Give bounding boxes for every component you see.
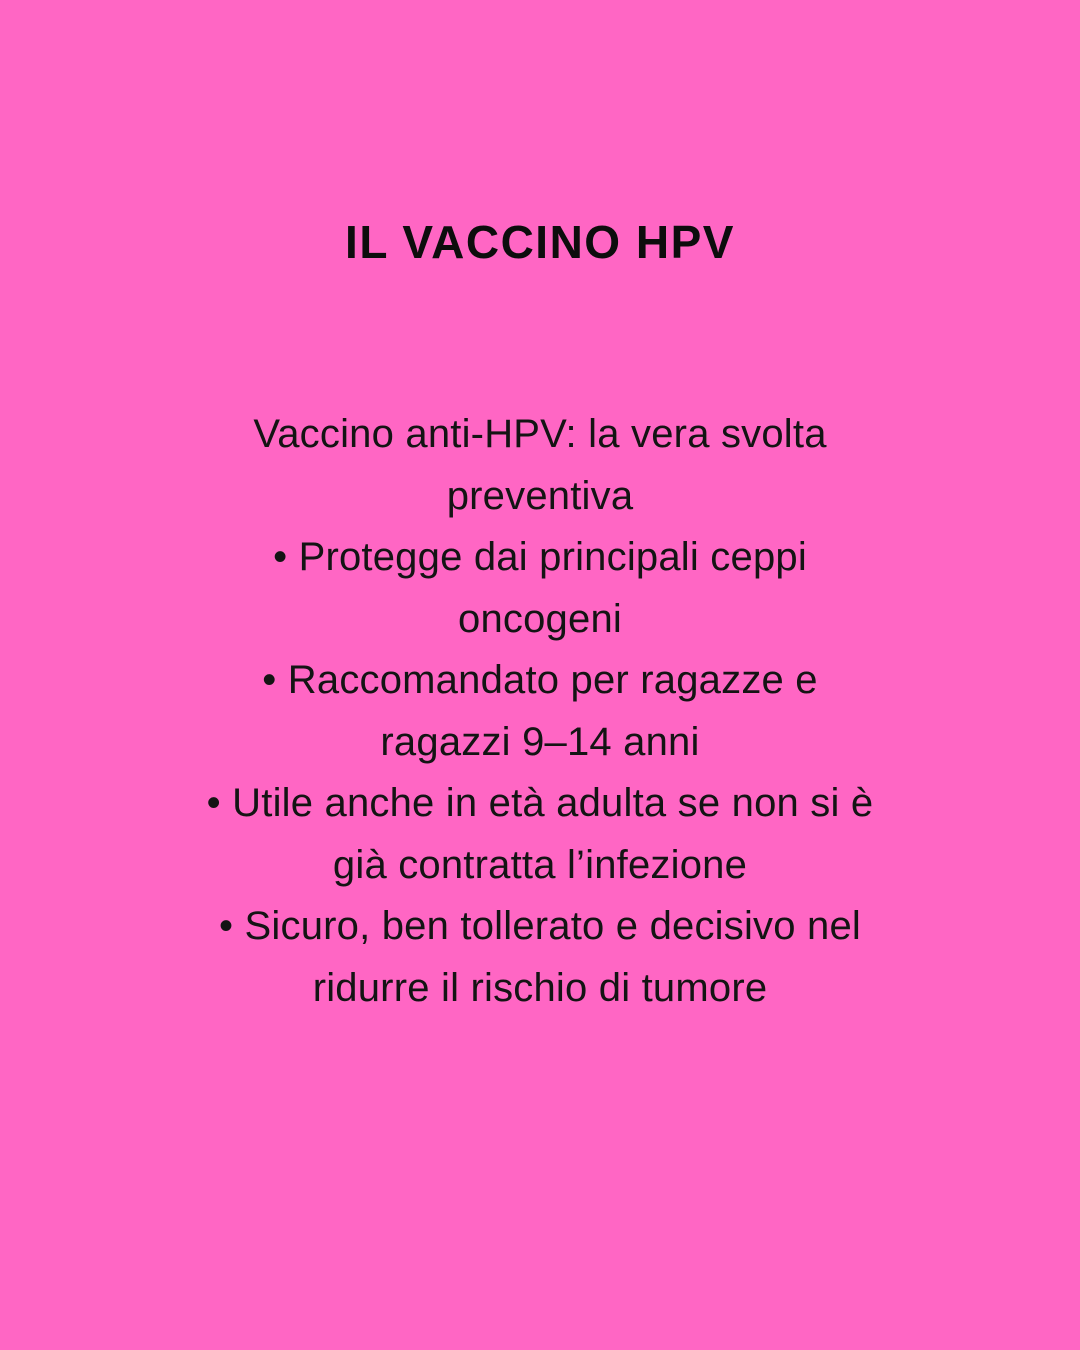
bullet-line: • Sicuro, ben tollerato e decisivo nel bbox=[219, 904, 861, 948]
bullet-line: • Protegge dai principali ceppi bbox=[273, 535, 807, 579]
page-title: IL VACCINO HPV bbox=[345, 216, 735, 268]
text-line: ridurre il rischio di tumore bbox=[312, 965, 768, 1010]
text-line: ragazzi 9–14 anni bbox=[380, 719, 700, 764]
text-line: oncogeni bbox=[458, 596, 622, 641]
body-text-block bbox=[0, 404, 1080, 1019]
bullet-line: • Raccomandato per ragazze e bbox=[262, 658, 818, 702]
text-line: preventiva bbox=[446, 473, 634, 518]
bullet-line: • Utile anche in età adulta se non si è bbox=[206, 781, 874, 825]
text-line: Vaccino anti-HPV: la vera svolta bbox=[253, 412, 827, 456]
text-line: già contratta l’infezione bbox=[332, 842, 748, 887]
